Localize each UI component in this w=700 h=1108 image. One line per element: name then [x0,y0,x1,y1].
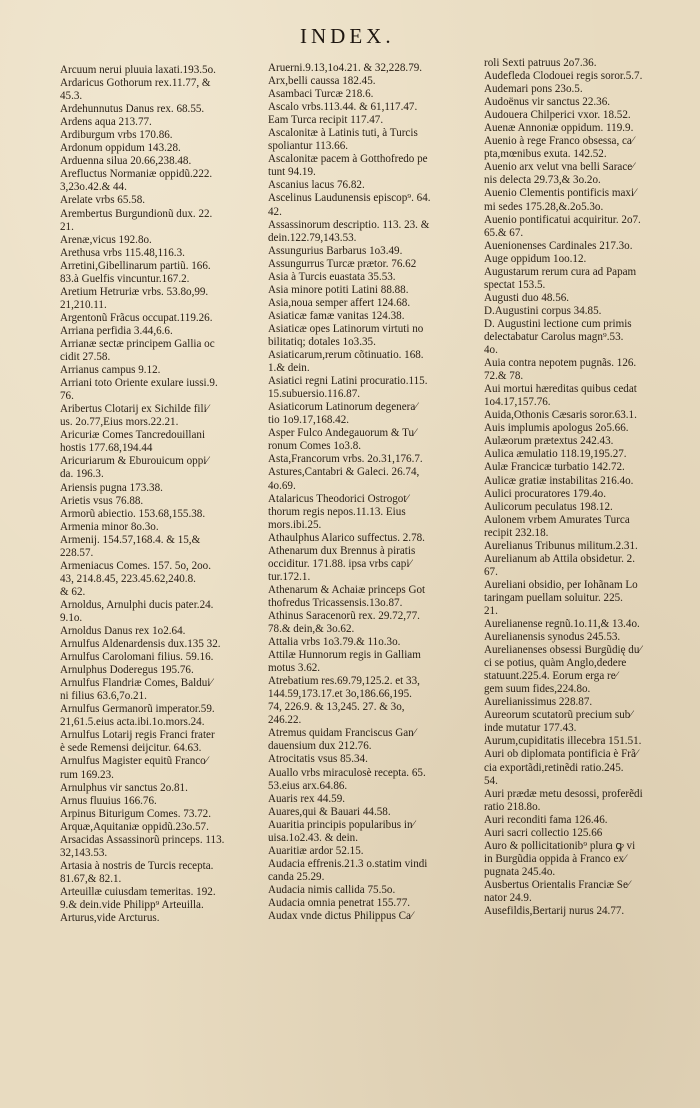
index-entry-line: statuunt.225.4. Eorum erga re⁄ [484,670,618,683]
index-entry-line: pta,mœnibus exuta. 142.52. [484,148,607,161]
index-entry-line: Arenæ,vicus 192.8o. [60,233,152,246]
index-entry-line: Athaulphus Alarico suffectus. 2.78. [268,531,425,544]
index-entry-line: Aulæ Francicæ turbatio 142.72. [484,461,625,474]
index-entry-line: Aurelianensis synodus 245.53. [484,631,621,644]
index-entry-line: 45.3. [60,90,83,103]
index-entry-line: Auaris rex 44.59. [268,792,346,805]
index-entry-line: Arnoldus, Arnulphi ducis pater.24. [60,598,214,611]
index-entry-line: Auri ob diplomata pontificia è Frã⁄ [484,748,638,761]
index-entry-line: inde mutatur 177.43. [484,722,577,735]
index-entry-line: Aurelianum ab Attila obsidetur. 2. [484,552,635,565]
index-entry-line: Arcuum nerui pluuia laxati.193.5o. [60,64,216,76]
index-entry-line: Aretium Hetruriæ vrbs. 53.8o,99. [60,285,209,298]
index-entry-line: Arnoldus Danus rex 1o2.64. [60,625,186,638]
index-entry-line: 21,210.11. [60,298,107,311]
index-entry-line: Armeniacus Comes. 157. 5o, 2oo. [60,559,211,572]
index-entry-line: Audacia effrenis.21.3 o.statim vindi [268,857,428,870]
index-entry-line: 78.& dein,& 3o.62. [268,623,355,636]
index-entry-line: Ascanius lacus 76.82. [268,179,365,192]
index-entry-line: 9.& dein.vide Philipp⁹ Arteuilla. [60,899,204,911]
index-entry-line: Audemari pons 23o.5. [484,83,583,96]
index-entry-line: Arx,belli caussa 182.45. [268,75,376,88]
index-entry-line: Auri sacri collectio 125.66 [484,826,603,839]
index-entry-line: Aribertus Clotarij ex Sichilde fili⁄ [60,403,209,416]
index-column-3 [484,57,680,918]
index-entry-line: Arnulfus Germanorũ imperator.59. [60,703,215,716]
index-entry-line: Aulicorum peculatus 198.12. [484,500,613,513]
index-entry-line: Argentonũ Frãcus occupat.119.26. [60,311,213,324]
index-entry-line: Asia,noua semper affert 124.68. [268,296,411,309]
index-entry-line: 65.& 67. [484,226,524,239]
index-entry-line: 4o. [484,344,498,357]
index-entry-line: Asiaticæ opes Latinorum virtuti no [268,322,424,335]
index-entry-line: Aurum,cupiditatis illecebra 151.51. [484,735,642,748]
index-entry-line: Auaritiæ ardor 52.15. [268,844,364,857]
index-entry-line: rum 169.23. [60,768,114,781]
index-entry-line: Aurelianissimus 228.87. [484,696,593,709]
index-entry-line: Assungurius Barbarus 1o3.49. [268,244,403,257]
index-entry-line: Aulica æmulatio 118.19,195.27. [484,448,627,461]
index-entry-line: occiditur. 171.88. ipsa vrbs capi⁄ [268,557,412,570]
index-entry-line: 32,143.53. [60,846,108,859]
index-entry-line: Ascalonitæ à Latinis tuti, à Turcis [268,127,418,140]
index-entry-line: Audouera Chilperici vxor. 18.52. [484,109,631,122]
index-entry-line: Aulonem vrbem Amurates Turca [484,513,630,526]
index-entry-line: Ardiburgum vrbs 170.86. [60,129,173,142]
page-title: INDEX. [300,24,395,48]
index-entry-line: Attilæ Hunnorum regis in Galliam [268,649,421,662]
index-entry-line: Aurelianus Tribunus militum.2.31. [484,539,638,552]
index-entry-line: Audacia nimis callida 75.5o. [268,883,396,896]
index-entry-line: Augusti duo 48.56. [484,291,570,304]
index-entry-line: Asia à Turcis euastata 35.53. [268,270,396,283]
index-entry-line: Auia contra nepotem pugnãs. 126. [484,357,637,370]
index-entry-line: Auenio pontificatui acquiritur. 2o7. [484,213,641,226]
index-entry-line: Arretini,Gibellinarum partiũ. 166. [60,259,211,272]
index-entry-line: Auenio arx velut vna belli Sarace⁄ [484,161,635,174]
index-entry-line: Asiatici regni Latini procuratio.115. [268,375,428,388]
index-entry-line: Audoënus vir sanctus 22.36. [484,96,611,109]
index-entry-line: Astures,Cantabri & Galeci. 26.74, [268,466,420,479]
index-entry-line: 246.22. [268,714,302,727]
index-entry-line: 21,61.5.eius acta.ibi.1o.mors.24. [60,716,205,729]
index-entry-line: Atrocitatis vsus 85.34. [268,753,368,766]
index-entry-line: Armenia minor 8o.3o. [60,520,159,533]
index-entry-line: tur.172.1. [268,570,311,583]
index-entry-line: thorum regis nepos.11.13. Eius [268,505,406,518]
index-entry-line: us. 2o.77,Eius mors.22.21. [60,416,179,429]
index-entry-line: Arnulfus Flandriæ Comes, Baldui⁄ [60,677,213,690]
index-entry-line: Armenij. 154.57,168.4. & 15,& [60,533,201,546]
index-entry-line: Arnulphus Doderegus 195.76. [60,664,194,677]
index-entry-line: Attalia vrbs 1o3.79.& 11o.3o. [268,636,401,649]
index-entry-line: Ariensis pugna 173.38. [60,481,163,494]
index-entry-line: Ardens aqua 213.77. [60,116,152,129]
index-entry-line: 4o.69. [268,479,296,492]
index-entry-line: Auri prædæ metu desossi, proferẽdi [484,787,643,800]
index-entry-line: Aruerni.9.13,1o4.21. & 32,228.79. [268,62,423,74]
index-entry-line: Asia minore potiti Latini 88.88. [268,283,409,296]
index-entry-line: cidit 27.58. [60,351,111,364]
index-entry-line: Audacia omnia penetrat 155.77. [268,897,411,909]
index-entry-line: 1.& dein. [268,362,310,375]
index-entry-line: Arefluctus Normaniæ oppidũ.222. [60,168,213,181]
index-entry-line: Aurelianenses obsessi Burgũdię du⁄ [484,644,642,657]
index-entry-line: hostis 177.68,194.44 [60,442,153,455]
index-entry-line: Asiaticæ famæ vanitas 124.38. [268,309,405,322]
index-entry-line: 83.à Guelfis vincuntur.167.2. [60,272,190,285]
index-entry-line: Audefleda Clodouei regis soror.5.7. [484,70,643,83]
index-entry-line: Audax vnde dictus Philippus Ca⁄ [268,910,413,923]
index-entry-line: Auri reconditi fama 126.46. [484,813,608,826]
index-entry-line: dein.122.79,143.53. [268,231,357,244]
index-entry-line: Arnulfus Carolomani filius. 59.16. [60,651,214,664]
index-entry-line: 228.57. [60,546,94,559]
index-entry-line: Eam Turca recipit 117.47. [268,114,384,127]
index-entry-line: 53.eius arx.64.86. [268,779,348,792]
index-entry-line: Ascalonitæ pacem à Gotthofredo pe [268,153,428,166]
index-entry-line: 9.1o. [60,611,83,624]
index-column-1 [60,64,256,925]
index-entry-line: Auenionenses Cardinales 217.3o. [484,239,633,252]
index-entry-line: Asta,Francorum vrbs. 2o.31,176.7. [268,453,423,466]
index-entry-line: Ausbertus Orientalis Franciæ Se⁄ [484,878,630,891]
index-entry-line: Aricuriæ Comes Tancredouillani [60,429,206,442]
index-entry-line: 67. [484,565,498,578]
index-entry-line: ronum Comes 1o3.8. [268,440,362,453]
index-entry-line: tio 1o9.17,168.42. [268,414,350,427]
index-entry-line: 21. [484,604,498,617]
index-entry-line: 76. [60,390,74,403]
index-entry-line: Arethusa vrbs 115.48,116.3. [60,246,185,259]
index-entry-line: motus 3.62. [268,662,321,675]
index-entry-line: Arietis vsus 76.88. [60,494,144,507]
index-entry-line: Arriani toto Oriente exulare iussi.9. [60,377,218,390]
index-entry-line: dauensium dux 212.76. [268,740,372,753]
index-entry-line: Ascelinus Laudunensis episcop⁹. 64. [268,192,431,205]
index-entry-line: Aricuriarum & Eburouicum oppi⁄ [60,455,209,468]
index-entry-line: delectabatur Carolus magn⁹.53. [484,330,624,343]
index-entry-line: Auaritia principis popularibus in⁄ [268,818,415,831]
index-entry-line: Arelate vrbs 65.58. [60,194,146,207]
index-entry-line: 3,23o.42.& 44. [60,181,127,194]
index-entry-line: Athenarum dux Brennus à piratis [268,544,416,557]
index-entry-line: Atremus quidam Franciscus Gan⁄ [268,727,416,740]
index-entry-line: Augustarum rerum cura ad Papam [484,265,637,278]
index-entry-line: spectat 153.5. [484,278,546,291]
index-entry-line: ratio 218.8o. [484,800,541,813]
index-entry-line: nis delecta 29.73,& 3o.2o. [484,174,601,187]
index-entry-line: Auida,Othonis Cæsaris soror.63.1. [484,409,637,422]
index-entry-line: Arnus fluuius 166.76. [60,794,157,807]
index-entry-line: Aui mortui hæreditas quibus cedat [484,383,637,396]
index-entry-line: Artasia à nostris de Turcis recepta. [60,859,214,872]
index-entry-line: Auis implumis apologus 2o5.66. [484,422,629,435]
index-entry-line: mors.ibi.25. [268,518,322,531]
index-entry-line: in Burgũdia oppida à Franco ex⁄ [484,852,626,865]
index-entry-line: Aulicæ gratiæ instabilitas 216.4o. [484,474,634,487]
index-entry-line: 81.67,& 82.1. [60,872,122,885]
index-entry-line: Arquæ,Aquitaniæ oppidũ.23o.57. [60,820,209,833]
index-entry-line: Arduenna silua 20.66,238.48. [60,155,192,168]
index-entry-line: Aureorum scutatorũ precium sub⁄ [484,709,633,722]
index-entry-line: Aurelianense regnũ.1o.11,& 13.4o. [484,618,640,631]
index-entry-line: bilitatiq; dotales 1o3.35. [268,335,376,348]
index-entry-line: Atrebatium res.69.79,125.2. et 33, [268,675,420,688]
index-entry-line: Ascalo vrbs.113.44. & 61,117.47. [268,101,418,114]
index-entry-line: 54. [484,774,498,787]
index-entry-line: Arturus,vide Arcturus. [60,912,160,925]
index-entry-line: Arteuillæ cuiusdam temeritas. 192. [60,885,216,898]
index-entry-line: Athenarum & Achaiæ princeps Got [268,583,426,596]
index-entry-line: Auenæ Annoniæ oppidum. 119.9. [484,122,634,135]
index-entry-line: D. Augustini lectione cum primis [484,317,632,330]
index-entry-line: recipit 232.18. [484,526,549,539]
index-entry-line: ni filius 63.6,7o.21. [60,690,147,703]
index-entry-line: Arnulfus Lotarij regis Franci frater [60,729,215,742]
index-entry-line: 21. [60,220,74,233]
index-entry-line: Atalaricus Theodorici Ostrogot⁄ [268,492,409,505]
index-entry-line: D.Augustini corpus 34.85. [484,304,602,317]
index-entry-line: Arriana perfidia 3.44,6.6. [60,324,173,337]
index-entry-line: Assungurrus Turcæ prætor. 76.62 [268,257,417,270]
index-entry-line: nator 24.9. [484,892,532,904]
index-entry-line: & 62. [60,585,86,598]
index-entry-line: è sede Remensi deijcitur. 64.63. [60,742,202,755]
index-entry-line: 15.subuersio.116.87. [268,388,361,401]
index-entry-line: Arrianæ sectæ principem Gallia oc [60,337,215,350]
index-entry-line: Asper Fulco Andegauorum & Tu⁄ [268,427,416,440]
index-entry-line: tunt 94.19. [268,166,316,179]
index-entry-line: Arnulphus vir sanctus 2o.81. [60,781,188,794]
index-entry-line: Arnulfus Aldenardensis dux.135 32. [60,638,221,651]
index-entry-line: spoliantur 113.66. [268,140,349,153]
index-entry-line: Arrianus campus 9.12. [60,364,161,377]
index-entry-line: taringam puellam soluitur. 225. [484,591,623,604]
index-entry-line: Aulæorum prætextus 242.43. [484,435,614,448]
index-entry-line: 72.& 78. [484,370,524,383]
index-entry-line: gem suum fides,224.8o. [484,683,591,696]
index-entry-line: 43, 214.8.45, 223.45.62,240.8. [60,572,196,585]
index-entry-line: Auge oppidum 1oo.12. [484,252,587,265]
index-entry-line: Arpinus Biturigum Comes. 73.72. [60,807,212,820]
index-entry-line: thofredus Tricassensis.13o.87. [268,596,403,609]
index-entry-line: roli Sexti patruus 2o7.36. [484,57,597,69]
index-entry-line: Auenio à rege Franco obsessa, ca⁄ [484,135,634,148]
index-entry-line: Arnulfus Magister equitũ Franco⁄ [60,755,208,768]
index-entry-line: Assassinorum descriptio. 113. 23. & [268,218,430,231]
index-entry-line: canda 25.29. [268,870,325,883]
index-entry-line: Asiaticorum Latinorum degenera⁄ [268,401,418,414]
index-entry-line: Ardonum oppidum 143.28. [60,142,181,155]
index-entry-line: Ardehunnutus Danus rex. 68.55. [60,103,205,116]
index-entry-line: Auallo vrbs miraculosè recepta. 65. [268,766,426,779]
index-entry-line: ci se potius, quàm Anglo,dedere [484,657,627,670]
index-entry-line: Aureliani obsidio, per Iohãnam Lo [484,578,638,591]
index-entry-line: Arsacidas Assassinorũ princeps. 113. [60,833,225,846]
index-entry-line: Aulici procuratores 179.4o. [484,487,606,500]
index-entry-line: Arembertus Burgundionũ dux. 22. [60,207,213,220]
index-entry-line: 1o4.17,157.76. [484,396,551,409]
index-entry-line: 74, 226.9. & 13,245. 27. & 3o, [268,701,405,714]
index-entry-line: 144.59,173.17.et 3o,186.66,195. [268,688,412,701]
index-entry-line: Armorũ abiectio. 153.68,155.38. [60,507,206,520]
index-entry-line: Auenio Clementis pontificis maxi⁄ [484,187,636,200]
index-entry-line: mi sedes 175.28,&.2o5.3o. [484,200,604,213]
index-entry-line: cia exportãdi,retinẽdi ratio.245. [484,761,624,774]
index-entry-line: Asiaticarum,rerum cõtinuatio. 168. [268,349,424,362]
index-column-2 [268,62,478,923]
index-entry-line: Ardaricus Gothorum rex.11.77, & [60,77,211,90]
index-entry-line: uisa.1o2.43. & dein. [268,831,358,844]
index-entry-line: Auro & pollicitationib⁹ plura ꝙ vi [484,839,636,852]
index-entry-line: 42. [268,205,282,218]
index-entry-line: Auares,qui & Bauari 44.58. [268,805,391,818]
index-entry-line: Athinus Saracenorũ rex. 29.72,77. [268,609,420,622]
index-entry-line: Asambaci Turcæ 218.6. [268,88,374,101]
index-entry-line: pugnata 245.4o. [484,865,556,878]
index-entry-line: Ausefildis,Bertarij nurus 24.77. [484,905,625,918]
index-entry-line: da. 196.3. [60,468,104,481]
